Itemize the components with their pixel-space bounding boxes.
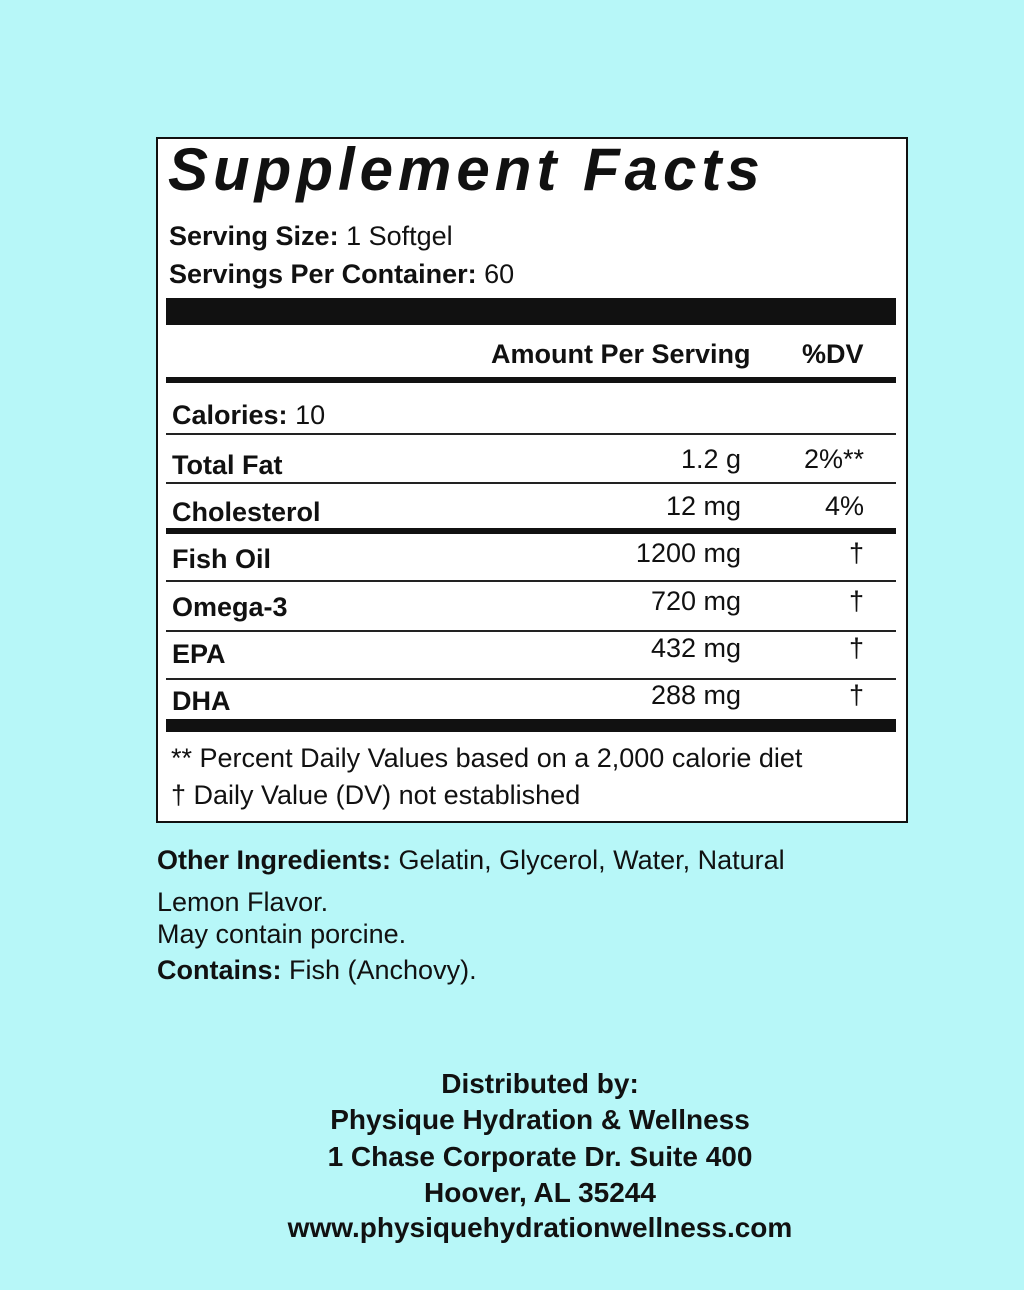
servings-label: Servings Per Container: [169, 259, 477, 289]
nutrient-amount: 720 mg [650, 586, 741, 616]
contains-value: Fish (Anchovy). [289, 955, 477, 985]
nutrient-dv: † [848, 680, 864, 710]
nutrient-name: EPA [172, 639, 226, 669]
nutrient-row-total-fat [158, 443, 906, 483]
serving-size-value: 1 Softgel [346, 221, 453, 251]
distributor-address: 1 Chase Corporate Dr. Suite 400 [327, 1141, 753, 1172]
thick-divider-mid [166, 528, 896, 534]
distributor-website: www.physiquehydrationwellness.com [287, 1212, 793, 1243]
distributor-name: Physique Hydration & Wellness [330, 1104, 750, 1135]
servings-value: 60 [484, 259, 515, 289]
panel-title: Supplement Facts [168, 136, 765, 203]
nutrient-dv: 2%** [803, 444, 864, 474]
nutrient-dv: † [848, 538, 864, 568]
footnote-dv-not-established: † Daily Value (DV) not established [171, 780, 581, 810]
distributed-by-heading: Distributed by: [441, 1068, 639, 1099]
other-ingredients-continued: Lemon Flavor. [157, 887, 329, 917]
contains-line [157, 953, 477, 987]
thick-divider-top [166, 298, 896, 325]
nutrient-name: Cholesterol [172, 497, 321, 527]
calories-row [158, 393, 906, 433]
calories-label [172, 399, 325, 431]
nutrient-dv: † [848, 633, 864, 663]
nutrient-name: Fish Oil [172, 544, 272, 574]
nutrient-row-fish-oil [158, 537, 906, 577]
servings-per-container [169, 258, 514, 290]
nutrient-row-omega-3 [158, 585, 906, 625]
nutrient-name: Total Fat [172, 450, 283, 480]
other-ingredients-line [157, 843, 785, 877]
amount-per-serving-header: Amount Per Serving [491, 339, 751, 369]
nutrient-row-dha [158, 679, 906, 719]
row-divider [166, 482, 896, 484]
nutrient-row-epa [158, 632, 906, 672]
calories-value: 10 [295, 400, 326, 430]
row-divider [166, 433, 896, 435]
other-ingredients-label: Other Ingredients: [157, 845, 392, 875]
nutrient-name: Omega-3 [172, 592, 288, 622]
thick-divider-bottom [166, 719, 896, 732]
contains-label: Contains: [157, 955, 282, 985]
nutrient-amount: 1200 mg [635, 538, 741, 568]
nutrient-amount: 288 mg [650, 680, 741, 710]
nutrient-name: DHA [172, 686, 231, 716]
row-divider [166, 580, 896, 582]
header-divider [166, 377, 896, 383]
nutrient-row-cholesterol [158, 490, 906, 530]
footnote-daily-values: ** Percent Daily Values based on a 2,000 calorie diet [171, 743, 803, 773]
dv-header: %DV [802, 339, 864, 369]
nutrient-amount: 432 mg [650, 633, 741, 663]
serving-size [169, 220, 453, 252]
nutrient-amount: 12 mg [665, 491, 741, 521]
porcine-note: May contain porcine. [157, 919, 407, 949]
serving-size-label: Serving Size: [169, 221, 339, 251]
nutrient-dv: 4% [824, 491, 864, 521]
other-ingredients-value: Gelatin, Glycerol, Water, Natural [398, 845, 785, 875]
nutrient-dv: † [848, 586, 864, 616]
supplement-facts-panel [156, 137, 908, 823]
distributor-city: Hoover, AL 35244 [424, 1177, 656, 1208]
calories-label-text: Calories: [172, 400, 288, 430]
nutrient-amount: 1.2 g [680, 444, 741, 474]
